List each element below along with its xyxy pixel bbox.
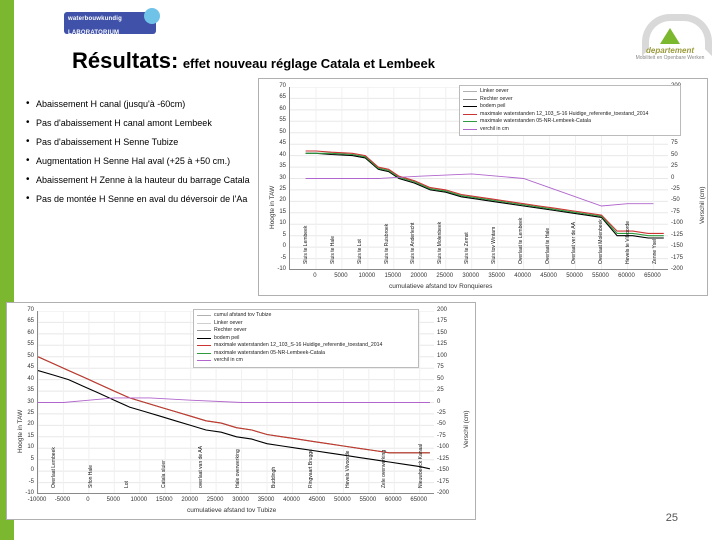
page-number: 25 (665, 512, 678, 524)
x-tick: 15000 (384, 273, 402, 279)
y-tick: -5 (280, 254, 286, 261)
legend-item (463, 111, 677, 119)
y2-tick: 200 (437, 307, 448, 313)
title-main: Résultats: (72, 48, 179, 73)
y2-tick: 50 (671, 151, 678, 158)
y2-tick: -100 (437, 444, 450, 451)
x-tick: 20000 (410, 273, 428, 279)
y2-tick: -175 (437, 478, 450, 485)
y2-tick: 0 (671, 174, 675, 181)
chart-annotation: overlaat van de AA (197, 446, 204, 488)
legend-swatch-icon (463, 99, 477, 100)
x-tick: 0 (313, 273, 317, 279)
y2-tick: 0 (437, 398, 441, 405)
logo-text-line1: waterbouwkundig (68, 16, 122, 22)
chart-annotation: Overlaat Molenbeek (598, 219, 605, 264)
list-item: • Pas de montée H Senne en aval du déversoir de l'Aa (24, 193, 254, 206)
chart-annotation: Sluis te Lembeek (303, 225, 309, 264)
list-item: • Abaissement H canal (jusqu'à -60cm) (24, 98, 254, 111)
y-tick: 70 (27, 307, 34, 313)
chart-annotation: Zele overwerking (381, 449, 388, 488)
list-item: • Augmentation H Senne Hal aval (+25 à +50 cm.) (24, 155, 254, 168)
legend-label: Linker oever (214, 319, 243, 326)
y-tick: 70 (279, 83, 286, 89)
y-tick: 35 (279, 163, 286, 170)
logo-text-line2: LABORATORIUM (68, 30, 120, 36)
legend-label: verchil in cm (480, 125, 509, 132)
legend-label: Linker oever (480, 88, 509, 94)
legend-item (463, 126, 677, 134)
x-tick: 5000 (334, 273, 348, 279)
legend-label: bodem peil (480, 103, 506, 109)
bullet-list (24, 98, 254, 212)
y2-tick: 75 (671, 140, 678, 147)
x-tick: 0 (86, 497, 90, 503)
legend-swatch-icon (197, 345, 211, 346)
logo-bubble (64, 12, 156, 34)
y2-tick: -25 (671, 185, 680, 192)
y2-tick: -125 (437, 455, 450, 462)
y2-tick: 25 (671, 163, 678, 170)
legend-item (197, 335, 415, 343)
y2-tick: 125 (437, 341, 448, 348)
chart-annotation: Sluis te Ruisbroek (383, 223, 390, 264)
x-tick: 25000 (206, 497, 224, 503)
x-tick: 40000 (514, 273, 531, 279)
legend-swatch-icon (197, 353, 211, 354)
y-tick: 65 (27, 318, 34, 325)
y-tick: 30 (27, 398, 34, 405)
y2-tick: -150 (671, 243, 684, 250)
chart-ronquieres (258, 78, 708, 296)
x-tick: 65000 (410, 497, 428, 503)
x-tick: 35000 (257, 497, 275, 503)
y-tick: 40 (27, 375, 34, 382)
list-item: • Pas d'abaissement H Senne Tubize (24, 136, 254, 149)
chart-annotation: Nieuwbeeck Kanaal (418, 443, 424, 488)
legend-label: bodem peil (214, 334, 240, 341)
y2-tick: 75 (437, 364, 444, 371)
page-title (72, 48, 435, 74)
y2-tick: -150 (437, 467, 450, 474)
legend-swatch-icon (463, 114, 477, 115)
y2-axis-label: Verschil (cm) (699, 186, 706, 224)
legend-swatch-icon (197, 330, 211, 331)
chart-annotation: Hevels Vilvoorde (344, 450, 351, 488)
legend-item (197, 342, 415, 350)
legend-swatch-icon (197, 315, 211, 316)
legend-item (463, 88, 677, 96)
x-tick: 45000 (308, 497, 326, 503)
y-tick: 0 (30, 467, 34, 474)
y2-tick: -100 (671, 220, 684, 227)
legend-tubize (193, 309, 419, 368)
logo-triangle-icon (660, 28, 680, 44)
chart-annotation: Sifon Hale (87, 464, 94, 488)
x-tick: 40000 (283, 497, 300, 503)
y-tick: -10 (277, 266, 286, 272)
x-axis-label: cumulatieve afstand tov Ronquieres (389, 283, 493, 290)
waterbouwkundig-logo (64, 12, 160, 42)
y-tick: 30 (279, 174, 286, 181)
chart-annotation: Sluis te Molenbeek (437, 221, 444, 264)
chart-annotation: Overlaat Lembeek (51, 447, 57, 488)
y-tick: 20 (279, 197, 286, 204)
chart-annotation: Sluis tov Wintam (490, 226, 497, 264)
y-tick: 55 (279, 117, 286, 124)
y2-tick: -50 (671, 197, 680, 204)
x-tick: 20000 (181, 497, 199, 503)
chart-annotation: Sluis te Anderlecht (410, 222, 417, 264)
y2-axis-label: Verschil (cm) (463, 410, 470, 448)
x-tick: 10000 (130, 497, 148, 503)
x-tick: 60000 (384, 497, 402, 503)
y-tick: 0 (282, 243, 286, 250)
y-tick: 25 (27, 409, 34, 416)
legend-item (197, 350, 415, 358)
y-tick: 45 (27, 364, 34, 371)
y2-tick: 50 (437, 375, 444, 382)
chart-annotation: Lot (124, 481, 131, 488)
y-tick: 5 (282, 231, 286, 238)
list-item: • Pas d'abaissement H canal amont Lembeek (24, 117, 254, 130)
legend-swatch-icon (463, 129, 477, 130)
x-tick: 10000 (358, 273, 376, 279)
legend-swatch-icon (197, 338, 211, 339)
legend-swatch-icon (197, 360, 211, 361)
y2-tick: 25 (437, 387, 444, 394)
x-tick: 50000 (334, 497, 351, 503)
x-tick: 45000 (540, 273, 557, 279)
x-tick: 30000 (232, 497, 249, 503)
chart-annotation: Hale overwerking (234, 449, 241, 488)
y2-tick: -125 (671, 231, 684, 238)
y-tick: 50 (279, 128, 286, 135)
y2-tick: -75 (437, 432, 446, 439)
legend-item (197, 312, 415, 320)
x-tick: 55000 (359, 497, 377, 503)
y-tick: 5 (30, 455, 34, 462)
legend-item (463, 118, 677, 126)
x-tick: 30000 (462, 273, 480, 279)
x-tick: 35000 (488, 273, 505, 279)
legend-swatch-icon (463, 91, 477, 92)
chart-annotation: Hevels te Vilvoorde (625, 221, 632, 264)
legend-swatch-icon (463, 106, 477, 107)
y-tick: 25 (279, 185, 286, 192)
y2-tick: -200 (437, 490, 450, 496)
departement-logo (634, 14, 706, 70)
legend-label: maximale waterstanden 12_103_S-16 Huidige_referentie_toestand_2014 (480, 110, 649, 117)
y2-tick: -50 (437, 421, 446, 428)
y-tick: 20 (27, 421, 34, 428)
chart-annotation: Overlaat ver de AA (571, 222, 578, 264)
y-tick: 65 (279, 94, 286, 101)
chart-annotation: Overlaat te Lembeek (517, 217, 524, 264)
chart-tubize (6, 302, 476, 520)
y-axis-label: Hoogte in TAW (17, 409, 24, 453)
y-tick: 35 (27, 387, 34, 394)
x-tick: 25000 (436, 273, 454, 279)
chart-annotation: Sluis te Hale (329, 235, 336, 264)
logo-dot-icon (144, 8, 160, 24)
y-tick: 60 (279, 105, 286, 112)
legend-swatch-icon (197, 323, 211, 324)
title-sub: effet nouveau réglage Catala et Lembeek (182, 56, 435, 71)
chart-annotation: Sluis te Zemst (464, 232, 471, 264)
legend-label: maximale waterstanden 12_103_S-16 Huidige_referentie_toestand_2014 (214, 342, 383, 348)
legend-swatch-icon (463, 121, 477, 122)
y-tick: 60 (27, 329, 34, 336)
legend-label: verchil in cm (214, 357, 243, 363)
departement-sublabel: Mobiliteit en Openbare Werken (635, 55, 705, 61)
legend-ronquieres (459, 85, 681, 136)
y-axis-label: Hoogte in TAW (269, 185, 276, 229)
chart-annotation: Zenne Yseli (652, 237, 658, 264)
x-tick: 65000 (644, 273, 661, 279)
y-tick: 15 (27, 432, 34, 439)
legend-item (463, 103, 677, 111)
list-item: • Abaissement H Zenne à la hauteur du barrage Catala (24, 174, 254, 187)
chart-annotation: Overlaat te Hale (544, 227, 551, 264)
y-tick: 45 (279, 140, 286, 147)
legend-item (197, 327, 415, 335)
x-axis-label: cumulatieve afstand tov Tubize (187, 507, 277, 514)
y-tick: 40 (279, 151, 286, 158)
x-tick: 50000 (566, 273, 583, 279)
y-tick: -10 (25, 490, 34, 496)
y-tick: 15 (279, 208, 286, 215)
y2-tick: 100 (437, 352, 448, 359)
legend-label: maximale waterstanden 05-NR-Lembeek-Catala (480, 118, 592, 124)
x-tick: -5000 (54, 497, 71, 503)
chart-annotation: Sluis te Lot (356, 239, 363, 264)
legend-label: Rechter oever (214, 327, 247, 333)
y-tick: 10 (27, 444, 34, 451)
y2-tick: 150 (437, 329, 448, 336)
y2-tick: -75 (671, 208, 680, 215)
chart-annotation: Catala sluier (161, 460, 168, 488)
x-tick: -10000 (27, 497, 47, 503)
y-tick: 50 (27, 352, 34, 359)
x-tick: 5000 (106, 497, 121, 503)
legend-label: maximale waterstanden 05-NR-Lembeek-Catala (214, 349, 326, 356)
chart-annotation: Ringvaart Brugge (307, 449, 314, 488)
legend-item (197, 357, 415, 365)
y-tick: -5 (28, 478, 34, 485)
x-tick: 60000 (618, 273, 635, 279)
legend-item (197, 320, 415, 328)
departement-label: departement (645, 46, 694, 55)
y-tick: 10 (279, 220, 286, 227)
y2-tick: 175 (437, 318, 448, 325)
legend-label: cumul afstand tov Tubize (214, 312, 272, 318)
chart-annotation: Buddingh (271, 466, 278, 488)
y2-tick: -175 (671, 254, 684, 261)
x-tick: 15000 (155, 497, 173, 503)
y2-tick: -200 (671, 266, 684, 272)
legend-item (463, 96, 677, 104)
legend-label: Rechter oever (480, 95, 513, 102)
y-tick: 55 (27, 341, 34, 348)
y2-tick: -25 (437, 409, 446, 416)
x-tick: 55000 (592, 273, 609, 279)
